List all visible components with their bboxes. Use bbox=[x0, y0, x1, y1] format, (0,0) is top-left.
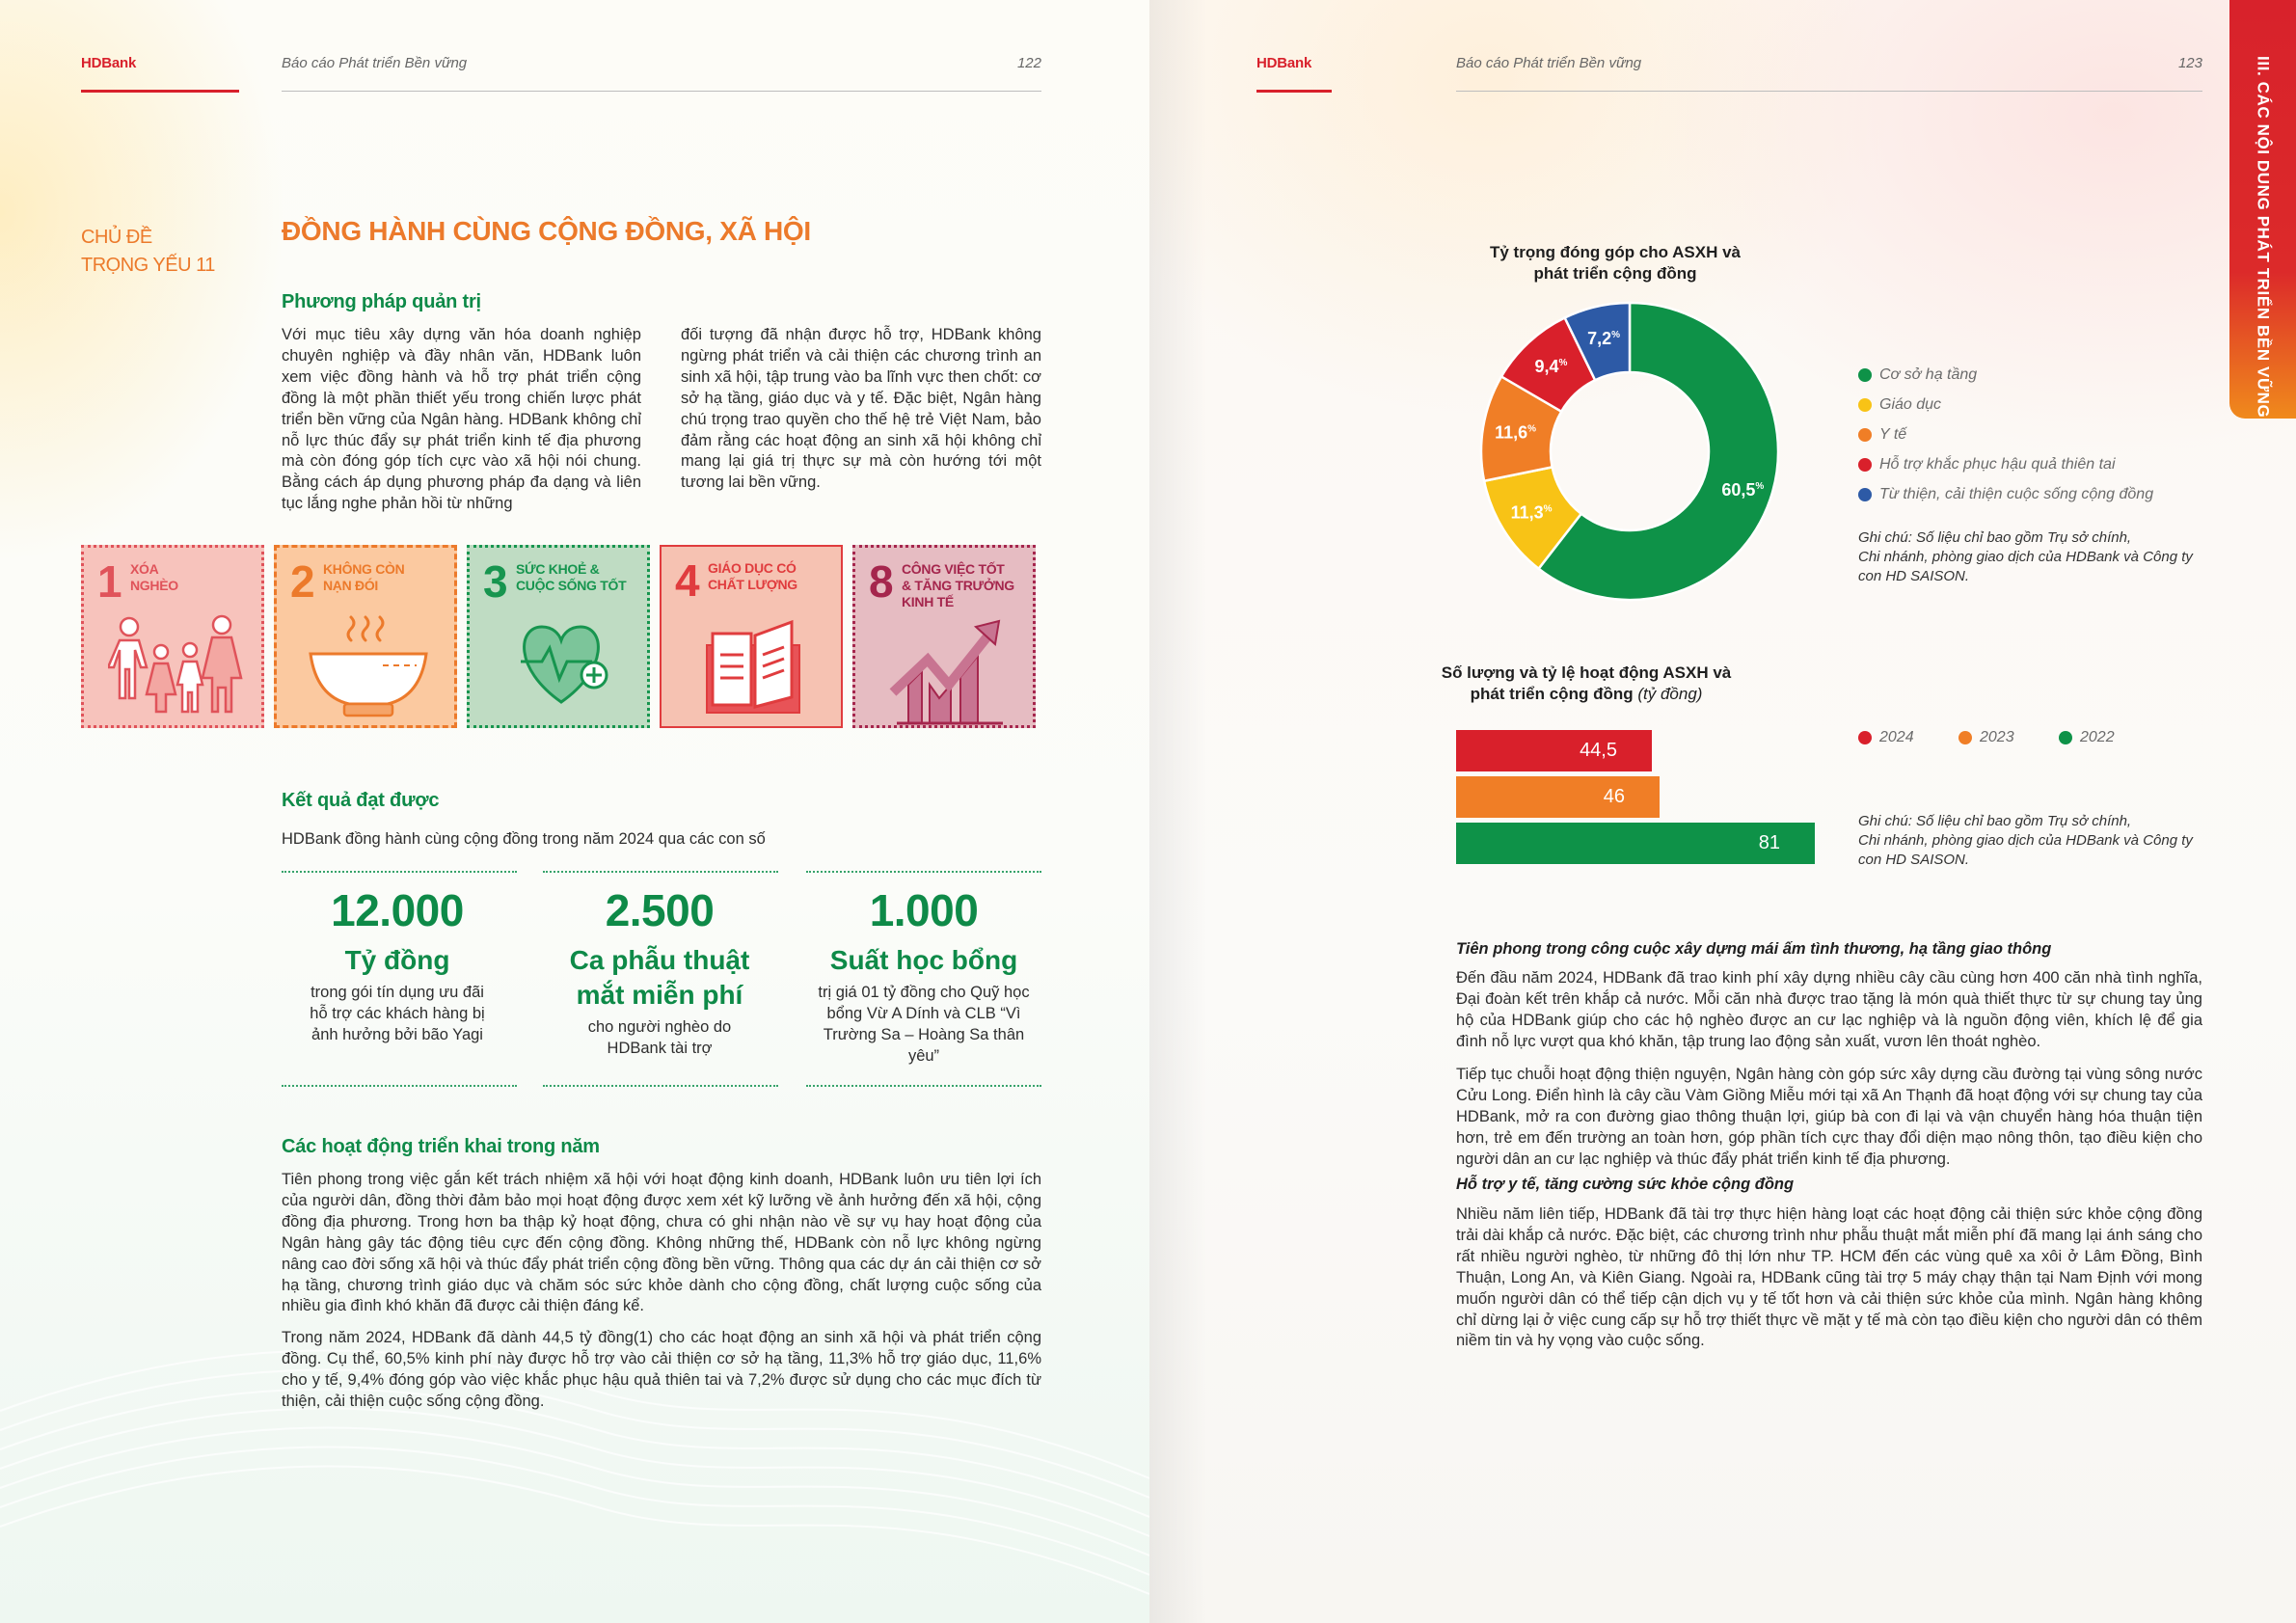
heart-health-icon bbox=[494, 606, 629, 721]
legend-item-2022 bbox=[2059, 729, 2115, 746]
header-divider bbox=[1456, 91, 2202, 92]
sdg-label: CÔNG VIỆC TỐT & TĂNG TRƯỞNG KINH TẾ bbox=[902, 561, 1014, 609]
legend-dot-icon bbox=[1858, 398, 1872, 412]
sdg-label: XÓA NGHÈO bbox=[130, 561, 178, 593]
divider bbox=[806, 871, 1041, 873]
stat-value: 2.500 bbox=[605, 885, 715, 935]
legend-item bbox=[1858, 366, 1977, 384]
legend-item-2023 bbox=[1958, 729, 2014, 746]
governance-col1: Với mục tiêu xây dựng văn hóa doanh nghiệp chuyên nghiệp và đầy nhân văn, HDBank luôn xem việc đồng hành và hỗ trợ phát triển cộng đồng là một phần thiết yếu trong chiến lược phát triển bền vững của Ngân hàng. HDBank không chỉ nỗ lực thúc đẩy sự phát triển kinh tế địa phương mà còn đóng góp tích cực vào xã hội nói chung. Bằng cách áp dụng phương pháp đa dạng và liên tục lắng nghe phản hồi từ những bbox=[282, 326, 641, 513]
legend-label: 2022 bbox=[2080, 729, 2115, 745]
legend-label: 2024 bbox=[1879, 729, 1914, 745]
sdg-tile-8 bbox=[852, 545, 1036, 728]
sdg-number: 8 bbox=[869, 556, 894, 607]
stat-credit bbox=[284, 885, 511, 1045]
legend-dot-icon bbox=[1958, 731, 1972, 744]
stat-scholarship bbox=[810, 885, 1038, 1067]
legend-label: Từ thiện, cải thiện cuộc sống cộng đồng bbox=[1879, 486, 2154, 502]
page-number: 123 bbox=[2177, 55, 2202, 71]
results-intro: HDBank đồng hành cùng cộng đồng trong năm 2024 qua các con số bbox=[282, 830, 766, 848]
divider bbox=[282, 871, 517, 873]
donut-chart-title: Tỷ trọng đóng góp cho ASXH và phát triển cộng đồng bbox=[1489, 243, 1742, 283]
activities-paragraph-2: Trong năm 2024, HDBank đã dành 44,5 tỷ đồng(1) cho các hoạt động an sinh xã hội và phát triển cộng đồng. Cụ thể, 60,5% kinh phí này được hỗ trợ vào cải thiện cơ sở hạ tầng, 11,3% hỗ trợ giáo dục, 11,6% cho y tế, 9,4% đóng góp vào việc khắc phục hậu quả thiên tai và 7,2% được sử dụng cho các mục đích từ thiện, cải thiện cuộc sống cộng đồng. bbox=[282, 1329, 1041, 1410]
infra-paragraph-1: Đến đầu năm 2024, HDBank đã trao kinh phí xây dựng nhiều cây cầu cùng hơn 400 căn nhà tình nghĩa, Đại đoàn kết trên khắp cả nước. Mỗi căn nhà được trao tặng là món quà thiết thực từ sự chung tay ủng hộ của HDBank giúp cho các hộ nghèo được an cư lạc nghiệp và là nguồn động viên, khích lệ để gia đình nỗ lực vượt qua khó khăn, tập trung lao động sản xuất, vươn lên thoát nghèo. bbox=[1456, 969, 2202, 1050]
divider bbox=[543, 871, 778, 873]
chapter-side-tab[interactable] bbox=[2229, 0, 2296, 419]
topic-label-line1: CHỦ ĐỀ bbox=[81, 227, 152, 248]
stat-unit: Tỷ đồng bbox=[344, 945, 450, 975]
legend-label: Y tế bbox=[1879, 426, 1907, 443]
legend-label: Hỗ trợ khắc phục hậu quả thiên tai bbox=[1879, 456, 2116, 473]
legend-item bbox=[1858, 486, 2153, 503]
page-number: 122 bbox=[1016, 55, 1041, 71]
donut-label: 11,6% bbox=[1495, 422, 1537, 443]
governance-col2: đối tượng đã nhận được hỗ trợ, HDBank không ngừng phát triển và cải thiện các chương trình an sinh xã hội, tập trung vào ba lĩnh vực then chốt: cơ sở hạ tầng, giáo dục và y tế. Đặc biệt, Ngân hàng chú trọng trao quyền cho thế hệ trẻ Việt Nam, bảo đảm rằng các hoạt động an sinh xã hội không chỉ mang lại giá trị thực sự mà còn hướng tới một tương lai bền vững. bbox=[681, 326, 1041, 492]
legend-dot-icon bbox=[2059, 731, 2072, 744]
header-accent-line bbox=[1256, 90, 1332, 93]
divider bbox=[543, 1085, 778, 1087]
sdg-tile-3 bbox=[467, 545, 650, 728]
bowl-icon bbox=[301, 606, 436, 721]
legend-label: 2023 bbox=[1980, 729, 2014, 745]
topic-label-line2: TRỌNG YẾU 11 bbox=[81, 255, 215, 276]
legend-dot-icon bbox=[1858, 488, 1872, 501]
legend-dot-icon bbox=[1858, 731, 1872, 744]
report-title: Báo cáo Phát triển Bền vững bbox=[1456, 55, 1642, 71]
health-heading: Hỗ trợ y tế, tăng cường sức khỏe cộng đồng bbox=[1456, 1176, 1795, 1193]
sdg-tile-2 bbox=[274, 545, 457, 728]
bar-2023: 46 bbox=[1456, 776, 1660, 818]
sdg-label: SỨC KHOẺ & CUỘC SỐNG TỐT bbox=[516, 561, 627, 593]
family-icon bbox=[108, 606, 243, 721]
legend-dot-icon bbox=[1858, 368, 1872, 382]
governance-heading: Phương pháp quản trị bbox=[282, 291, 481, 312]
sdg-number: 2 bbox=[290, 556, 315, 607]
infra-paragraph-2: Tiếp tục chuỗi hoạt động thiện nguyện, Ngân hàng còn góp sức xây dựng cầu đường tại vùng sông nước Cửu Long. Điển hình là cây cầu Vàm Giồng Miễu mới tại xã An Thạnh đã hoạt động với sự chung tay của HDBank, mở ra con đường giao thông thuận lợi, giúp bà con đi lại và vận chuyển hàng hóa thuận tiện hơn, trẻ em đến trường an toàn hơn, góp phần tích cực thay đổi diện mạo nông thôn, tạo điều kiện cho người dân an cư lạc nghiệp và thúc đẩy phát triển kinh tế địa phương. bbox=[1456, 1066, 2202, 1168]
stat-unit: Suất học bổng bbox=[829, 945, 1018, 975]
stat-value: 1.000 bbox=[869, 885, 979, 935]
page-123 bbox=[1149, 0, 2296, 1623]
growth-chart-icon bbox=[879, 615, 1014, 731]
donut-label: 7,2% bbox=[1587, 329, 1621, 349]
bar-2022: 81 bbox=[1456, 823, 1815, 864]
chapter-side-tab-label: III. CÁC NỘI DUNG PHÁT TRIỂN BỀN VỮNG bbox=[2254, 56, 2273, 419]
header-divider bbox=[282, 91, 1041, 92]
results-heading: Kết quả đạt được bbox=[282, 790, 440, 811]
infra-heading: Tiên phong trong công cuộc xây dựng mái ấm tình thương, hạ tầng giao thông bbox=[1456, 940, 2052, 958]
legend-dot-icon bbox=[1858, 428, 1872, 442]
bar-note: Ghi chú: Số liệu chỉ bao gồm Trụ sở chính, Chi nhánh, phòng giao dịch của HDBank và Công ty con HD SAISON. bbox=[1858, 813, 2193, 868]
sdg-number: 1 bbox=[97, 556, 122, 607]
stat-unit: Ca phẫu thuật mắt miễn phí bbox=[569, 945, 750, 1010]
sdg-label: GIÁO DỤC CÓ CHẤT LƯỢNG bbox=[708, 560, 797, 592]
book-icon bbox=[686, 605, 821, 720]
donut-note: Ghi chú: Số liệu chỉ bao gồm Trụ sở chính, Chi nhánh, phòng giao dịch của HDBank và Công ty con HD SAISON. bbox=[1858, 529, 2193, 584]
legend-label: Cơ sở hạ tầng bbox=[1879, 366, 1978, 383]
legend-dot-icon bbox=[1858, 458, 1872, 472]
sdg-number: 3 bbox=[483, 556, 508, 607]
header-accent-line bbox=[81, 90, 239, 93]
legend-item bbox=[1858, 426, 1906, 444]
divider bbox=[806, 1085, 1041, 1087]
sdg-tile-4 bbox=[660, 545, 843, 728]
stat-value: 12.000 bbox=[331, 885, 464, 935]
stat-description: trong gói tín dụng ưu đãi hỗ trợ các khách hàng bị ảnh hưởng bởi bão Yagi bbox=[310, 984, 485, 1043]
stat-eye-surgery bbox=[546, 885, 773, 1059]
sdg-number: 4 bbox=[675, 555, 700, 606]
hdbank-logo: HDBank bbox=[81, 55, 137, 71]
donut-label: 9,4% bbox=[1534, 357, 1568, 377]
sdg-label: KHÔNG CÒN NẠN ĐÓI bbox=[323, 561, 405, 593]
page-title: ĐỒNG HÀNH CÙNG CỘNG ĐỒNG, XÃ HỘI bbox=[282, 216, 811, 246]
report-title: Báo cáo Phát triển Bền vững bbox=[282, 55, 468, 71]
legend-item bbox=[1858, 396, 1941, 414]
legend-label: Giáo dục bbox=[1879, 396, 1942, 413]
divider bbox=[282, 1085, 517, 1087]
donut-chart bbox=[1479, 301, 1780, 602]
stat-description: trị giá 01 tỷ đồng cho Quỹ học bổng Vừ A Dính và CLB “Vì Trường Sa – Hoàng Sa thân yêu” bbox=[818, 984, 1030, 1065]
bar-chart-title: Số lượng và tỷ lệ hoạt động ASXH và phát triển cộng đồng (tỷ đồng) bbox=[1441, 663, 1732, 703]
sdg-tile-1 bbox=[81, 545, 264, 728]
health-paragraph: Nhiều năm liên tiếp, HDBank đã tài trợ thực hiện hàng loạt các hoạt động cải thiện sức khỏe cộng đồng trải dài khắp cả nước. Đặc biệt, các chương trình như phẫu thuật mắt miễn phí đã mang lại ánh sáng cho rất nhiều người nghèo, từ những đô thị lớn như TP. HCM đến các vùng quê xa xôi ở Lâm Đồng, Bình Thuận, Long An, và Kiên Giang. Ngoài ra, HDBank cũng tài trợ 5 máy chạy thận tại Nam Định với mong muốn người dân có thể tiếp cận dịch vụ y tế tốt hơn và cải thiện sức khỏe của mình. Ngân hàng không chỉ dừng lại ở việc cung cấp sự hỗ trợ thiết thực về mặt y tế mà còn tạo điều kiện cho người dân có thêm niềm tin và hy vọng vào cuộc sống. bbox=[1456, 1205, 2202, 1350]
topic-label bbox=[81, 224, 215, 280]
hdbank-logo: HDBank bbox=[1256, 55, 1312, 71]
bar-2024: 44,5 bbox=[1456, 730, 1652, 771]
legend-item-2024 bbox=[1858, 729, 1914, 746]
stat-description: cho người nghèo do HDBank tài trợ bbox=[587, 1018, 732, 1057]
activities-paragraph-1: Tiên phong trong việc gắn kết trách nhiệm xã hội với hoạt động kinh doanh, HDBank luôn ưu tiên lợi ích của người dân, đồng thời đảm bảo mọi hoạt động được xem xét kỹ lưỡng về ảnh hưởng đến xã hội, cộng đồng địa phương. Trong hơn ba thập kỷ hoạt động, chưa có ghi nhận nào về sự vụ hay hoạt động của Ngân hàng gây tác động tiêu cực đến cộng đồng. Không những thế, HDBank còn nỗ lực không ngừng nâng cao đời sống xã hội và thúc đẩy phát triển cộng đồng bền vững. Thông qua các dự án cải thiện cơ sở hạ tầng, chương trình giáo dục và chăm sóc sức khỏe dành cho cộng đồng, chất lượng cuộc sống của nhiều gia đình khó khăn đã được cải thiện đáng kể. bbox=[282, 1171, 1041, 1315]
donut-label: 11,3% bbox=[1510, 502, 1553, 523]
activities-heading: Các hoạt động triển khai trong năm bbox=[282, 1136, 600, 1157]
legend-item bbox=[1858, 456, 2116, 473]
donut-label: 60,5% bbox=[1721, 480, 1765, 500]
